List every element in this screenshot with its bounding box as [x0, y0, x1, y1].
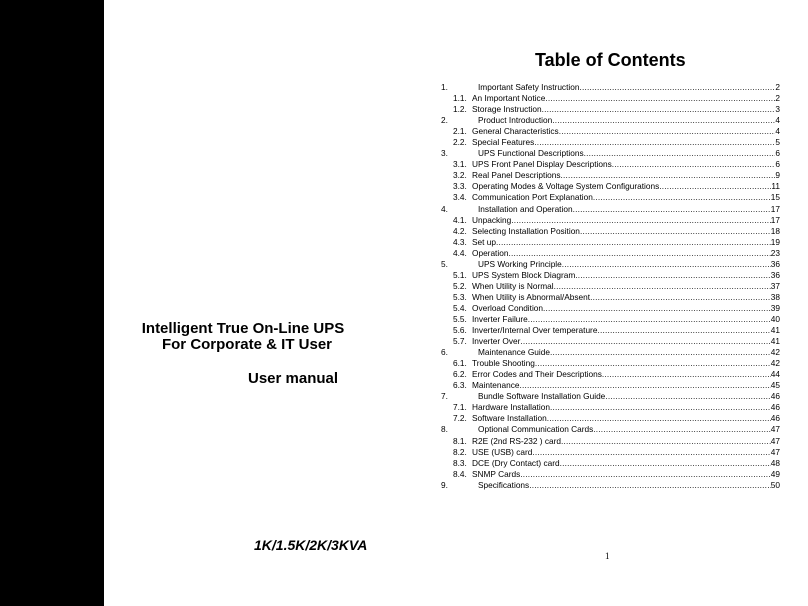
toc-entry-number: 5.4.: [453, 302, 467, 313]
toc-entry-page: 37: [770, 280, 780, 291]
toc-entry[interactable]: [441, 82, 780, 93]
toc-entry-title: Trouble Shooting: [472, 358, 535, 369]
toc-entry[interactable]: [441, 458, 780, 469]
toc-entry[interactable]: [441, 148, 780, 159]
toc-entry-number: 8.: [441, 424, 448, 435]
toc-entry[interactable]: [441, 137, 780, 148]
toc-entry-number: 3.4.: [453, 192, 467, 203]
toc-entry-page: 46: [770, 402, 780, 413]
toc-entry-title: R2E (2nd RS-232 ) card: [472, 435, 562, 446]
toc-dot-leader: [593, 192, 771, 203]
toc-dot-leader: [575, 270, 770, 281]
toc-entry[interactable]: [441, 170, 780, 181]
toc-entry-page: 36: [770, 269, 780, 280]
toc-entry-title: Inverter Over: [472, 336, 521, 347]
toc-entry-page: 50: [770, 479, 780, 490]
toc-dot-leader: [561, 170, 776, 181]
toc-entry-page: 6: [775, 159, 780, 170]
toc-entry-number: 6.: [441, 347, 448, 358]
toc-dot-leader: [550, 347, 771, 358]
toc-entry-title: General Characteristics: [472, 126, 559, 137]
toc-entry-number: 1.: [441, 82, 448, 92]
toc-dot-leader: [547, 413, 771, 424]
toc-entry-page: 47: [770, 424, 780, 435]
toc-entry[interactable]: [441, 336, 780, 347]
toc-entry-number: 5.: [441, 258, 448, 269]
toc-dot-leader: [545, 93, 775, 104]
cover-page: [104, 0, 414, 606]
toc-dot-leader: [584, 148, 776, 159]
toc-dot-leader: [597, 325, 770, 336]
toc-entry-title: An Important Notice: [472, 93, 546, 104]
toc-entry-title: Special Features: [472, 137, 535, 148]
toc-entry-title: Inverter Failure: [472, 313, 528, 324]
toc-entry-number: 3.: [441, 148, 448, 159]
toc-entry[interactable]: [441, 192, 780, 203]
toc-entry-page: 41: [770, 325, 780, 336]
toc-entry[interactable]: [441, 380, 780, 391]
toc-entry-number: 6.1.: [453, 358, 467, 369]
toc-entry-number: 3.3.: [453, 181, 467, 192]
toc-entry-number: 1.2.: [453, 104, 467, 115]
toc-entry-title: Maintenance Guide: [478, 347, 550, 358]
toc-entry[interactable]: [441, 358, 780, 369]
toc-entry-title: SNMP Cards: [472, 468, 521, 479]
cover-title-line1: Intelligent True On-Line UPS: [141, 320, 345, 337]
toc-entry-title: Overload Condition: [472, 302, 544, 313]
toc-entry[interactable]: [441, 303, 780, 314]
toc-dot-leader: [573, 204, 771, 215]
toc-entry[interactable]: [441, 469, 780, 480]
toc-entry-title: Bundle Software Installation Guide: [478, 391, 606, 402]
toc-entry[interactable]: [441, 447, 780, 458]
toc-entry[interactable]: [441, 104, 780, 115]
toc-entry-page: 4: [775, 126, 780, 137]
toc-entry-page: 2: [775, 93, 780, 104]
toc-entry-title: Optional Communication Cards: [478, 424, 594, 435]
toc-dot-leader: [562, 259, 771, 270]
toc-dot-leader: [560, 458, 771, 469]
toc-entry[interactable]: [441, 159, 780, 170]
toc-entry-page: 17: [770, 203, 780, 214]
toc-entry-number: 2.1.: [453, 126, 467, 137]
toc-entry-page: 3: [775, 104, 780, 115]
toc-dot-leader: [496, 237, 771, 248]
toc-entry-number: 7.: [441, 391, 448, 402]
toc-entry-number: 5.1.: [453, 269, 467, 280]
toc-entry[interactable]: [441, 292, 780, 303]
toc-dot-leader: [542, 104, 776, 115]
toc-dot-leader: [552, 115, 775, 126]
toc-entry-page: 9: [775, 170, 780, 181]
toc-entry-number: 5.6.: [453, 325, 467, 336]
toc-entry[interactable]: [441, 424, 780, 435]
toc-entry-title: USE (USB) card: [472, 446, 533, 457]
black-spine-strip: [0, 0, 104, 606]
toc-entry-number: 5.7.: [453, 336, 467, 347]
toc-entry-number: 2.: [441, 115, 448, 126]
toc-entry-title: Maintenance: [472, 380, 520, 391]
toc-entry-number: 4.1.: [453, 214, 467, 225]
toc-entry-title: Operation: [472, 247, 509, 258]
page-number: 1: [605, 551, 610, 561]
toc-entry-number: 2.2.: [453, 137, 467, 148]
toc-entry-page: 18: [770, 225, 780, 236]
toc-entry-number: 8.2.: [453, 446, 467, 457]
toc-dot-leader: [520, 380, 771, 391]
table-of-contents: [441, 82, 780, 491]
toc-dot-leader: [543, 303, 771, 314]
toc-entry-page: 11: [771, 181, 780, 192]
toc-entry-page: 4: [775, 115, 780, 126]
toc-entry-number: 3.2.: [453, 170, 467, 181]
toc-entry-title: Error Codes and Their Descriptions: [472, 369, 602, 380]
toc-entry-page: 15: [770, 192, 780, 203]
toc-entry-page: 36: [770, 258, 780, 269]
toc-entry[interactable]: [441, 347, 780, 358]
toc-entry-number: 8.1.: [453, 435, 467, 446]
toc-entry-number: 4.4.: [453, 247, 467, 258]
toc-heading: Table of Contents: [535, 50, 686, 70]
toc-entry[interactable]: [441, 325, 780, 336]
toc-dot-leader: [520, 469, 771, 480]
toc-dot-leader: [561, 436, 771, 447]
toc-entry-title: UPS Front Panel Display Descriptions: [472, 159, 612, 170]
toc-entry-page: 6: [775, 148, 780, 159]
toc-dot-leader: [580, 226, 771, 237]
toc-entry-page: 47: [770, 446, 780, 457]
toc-entry-title: Communication Port Explanation: [472, 192, 593, 203]
toc-entry[interactable]: [441, 281, 780, 292]
toc-entry-number: 7.2.: [453, 413, 467, 424]
toc-entry-page: 48: [770, 457, 780, 468]
toc-entry[interactable]: [441, 436, 780, 447]
toc-entry-page: 42: [770, 347, 780, 358]
toc-entry-page: 42: [770, 358, 780, 369]
toc-entry-title: Inverter/Internal Over temperature: [472, 325, 598, 336]
toc-entry-page: 2: [775, 82, 780, 92]
toc-entry[interactable]: [441, 259, 780, 270]
toc-dot-leader: [590, 292, 771, 303]
toc-entry-number: 8.4.: [453, 468, 467, 479]
toc-entry[interactable]: [441, 248, 780, 259]
toc-dot-leader: [528, 314, 771, 325]
cover-model-list: 1K/1.5K/2K/3KVA: [254, 537, 368, 553]
toc-entry-number: 1.1.: [453, 93, 467, 104]
toc-dot-leader: [532, 447, 770, 458]
toc-entry-number: 4.3.: [453, 236, 467, 247]
toc-entry-title: Software Installation: [472, 413, 547, 424]
toc-entry-page: 23: [770, 247, 780, 258]
toc-dot-leader: [534, 137, 775, 148]
toc-entry-page: 44: [770, 369, 780, 380]
toc-entry-title: Selecting Installation Position: [472, 225, 580, 236]
toc-entry-number: 4.2.: [453, 225, 467, 236]
toc-entry[interactable]: [441, 126, 780, 137]
toc-entry[interactable]: [441, 204, 780, 215]
toc-entry-page: 46: [770, 391, 780, 402]
toc-dot-leader: [605, 391, 770, 402]
toc-entry-title: When Utility is Abnormal/Absent: [472, 291, 591, 302]
toc-dot-leader: [550, 402, 771, 413]
toc-entry-page: 19: [770, 236, 780, 247]
toc-entry-number: 6.2.: [453, 369, 467, 380]
toc-dot-leader: [579, 82, 775, 93]
toc-dot-leader: [659, 181, 771, 192]
toc-entry-title: Operating Modes & Voltage System Configurations: [472, 181, 660, 192]
toc-dot-leader: [559, 126, 776, 137]
toc-dot-leader: [520, 336, 770, 347]
toc-entry[interactable]: [441, 181, 780, 192]
toc-entry-title: DCE (Dry Contact) card: [472, 457, 560, 468]
toc-entry-page: 17: [770, 214, 780, 225]
toc-entry-title: UPS System Block Diagram: [472, 269, 576, 280]
toc-entry[interactable]: [441, 226, 780, 237]
toc-entry-number: 5.3.: [453, 291, 467, 302]
toc-entry-title: Hardware Installation: [472, 402, 550, 413]
toc-entry[interactable]: [441, 480, 780, 491]
cover-manual-label: User manual: [248, 370, 339, 387]
toc-entry[interactable]: [441, 402, 780, 413]
toc-entry-number: 5.2.: [453, 280, 467, 291]
toc-entry-title: UPS Working Principle: [478, 258, 562, 269]
toc-entry-page: 47: [770, 435, 780, 446]
toc-dot-leader: [612, 159, 776, 170]
toc-entry-number: 4.: [441, 203, 448, 214]
toc-entry-page: 39: [770, 302, 780, 313]
toc-entry-title: Set up: [472, 236, 496, 247]
toc-entry[interactable]: [441, 270, 780, 281]
toc-entry[interactable]: [441, 413, 780, 424]
toc-entry-page: 45: [770, 380, 780, 391]
toc-dot-leader: [529, 480, 771, 491]
toc-entry-number: 6.3.: [453, 380, 467, 391]
toc-entry-page: 46: [770, 413, 780, 424]
toc-entry[interactable]: [441, 314, 780, 325]
toc-entry[interactable]: [441, 215, 780, 226]
toc-entry-title: Important Safety Instruction: [478, 82, 580, 92]
toc-entry-page: 40: [770, 313, 780, 324]
toc-entry-title: UPS Functional Descriptions: [478, 148, 584, 159]
toc-entry[interactable]: [441, 115, 780, 126]
cover-title-line2: For Corporate & IT User: [161, 336, 333, 353]
toc-entry-number: 5.5.: [453, 313, 467, 324]
toc-dot-leader: [508, 248, 770, 259]
toc-dot-leader: [535, 358, 771, 369]
toc-entry-page: 38: [770, 291, 780, 302]
toc-entry-title: Unpacking: [472, 214, 512, 225]
toc-entry-page: 5: [775, 137, 780, 148]
toc-entry-title: Specifications: [478, 479, 530, 490]
toc-entry[interactable]: [441, 391, 780, 402]
toc-entry-title: Product Introduction: [478, 115, 553, 126]
toc-dot-leader: [602, 369, 771, 380]
toc-entry-number: 3.1.: [453, 159, 467, 170]
toc-entry-title: When Utility is Normal: [472, 280, 554, 291]
toc-entry-page: 41: [770, 336, 780, 347]
toc-dot-leader: [593, 424, 770, 435]
toc-entry-title: Installation and Operation: [478, 203, 573, 214]
toc-dot-leader: [554, 281, 771, 292]
toc-entry[interactable]: [441, 237, 780, 248]
toc-entry-title: Storage Instruction: [472, 104, 542, 115]
toc-entry[interactable]: [441, 93, 780, 104]
toc-entry-number: 7.1.: [453, 402, 467, 413]
toc-dot-leader: [511, 215, 771, 226]
toc-entry-number: 9.: [441, 479, 448, 490]
toc-entry[interactable]: [441, 369, 780, 380]
toc-entry-page: 49: [770, 468, 780, 479]
toc-entry-number: 8.3.: [453, 457, 467, 468]
toc-entry-title: Real Panel Descriptions: [472, 170, 561, 181]
